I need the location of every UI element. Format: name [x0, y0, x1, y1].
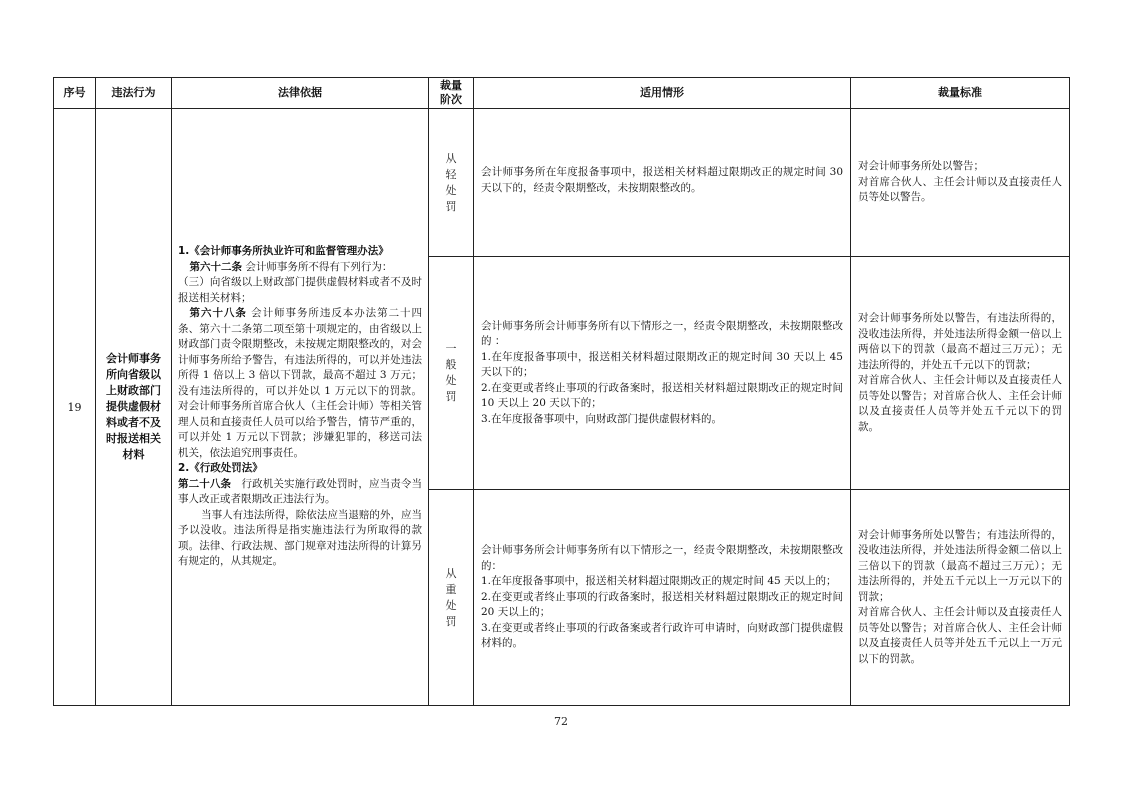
header-legal-basis: 法律依据	[172, 78, 429, 109]
standard-heavy-line: 对会计师事务所处以警告；有违法所得的，没收违法所得，并处违法所得金额二倍以上三倍以下的罚款（最高不超过三万元）；无违法所得的，并处五千元以上一万元以下的罚款；	[858, 528, 1062, 603]
standard-heavy-line: 对首席合伙人、主任会计师以及直接责任人员等处以警告；对首席合伙人、主任会计师以及直接责任人员等并处五千元以上一万元以下的罚款。	[858, 606, 1062, 665]
situation-heavy-line: 3.在变更或者终止事项的行政备案或者行政许可申请时，向财政部门提供虚假材料的。	[481, 621, 843, 650]
law2-title: 2.《行政处罚法》	[178, 462, 263, 475]
situation-heavy-line: 1.在年度报备事项中，报送相关材料超过限期改正的规定时间 45 天以上的；	[481, 575, 837, 588]
header-situation: 适用情形	[474, 78, 851, 109]
situation-heavy	[474, 490, 851, 706]
table-row-level-light	[54, 109, 1070, 257]
page-number: 72	[554, 715, 568, 728]
row-seq: 19	[54, 109, 96, 706]
law2-para2: 当事人有违法所得，除依法应当退赔的外，应当予以没收。违法所得是指实施违法行为所取得的款项。法律、行政法规、部门规章对违法所得的计算另有规定的，从其规定。	[178, 508, 422, 568]
standard-light	[851, 109, 1070, 257]
situation-general	[474, 257, 851, 490]
situation-general-line: 2.在变更或者终止事项的行政备案时，报送相关材料超过限期改正的规定时间 10 天以上 20 天以下的；	[481, 381, 843, 410]
standard-light-line: 对会计师事务所处以警告；	[858, 160, 984, 172]
standard-heavy	[851, 490, 1070, 706]
law1-art2-text: 会计师事务所违反本办法第二十四条、第六十二条第二项至第十项规定的，由省级以上财政部门责令限期整改，未按规定期限整改的，对会计师事务所给予警告，有违法所得的，可以并处违法所得 1 倍以上 3 倍以下罚款，最高不超过 3 万元；没有违法所得的，可以并处以 1 万元以下的罚款。对会计师事务所首席合伙人（主任会计师）等相关管理人员和直接责任人员可以给予警告，情节严重的，可以并处 1 万元以下罚款；涉嫌犯罪的，移送司法机关，依法追究刑事责任。	[178, 307, 423, 459]
standard-general	[851, 257, 1070, 490]
standard-general-line: 对会计师事务所处以警告，有违法所得的，没收违法所得，并处违法所得金额一倍以上两倍以下的罚款（最高不超过三万元）；无违法所得的，并处五千元以下的罚款；	[858, 312, 1062, 371]
situation-general-line: 3.在年度报备事项中，向财政部门提供虚假材料的。	[481, 412, 723, 425]
header-violation: 违法行为	[96, 78, 172, 109]
law1-title: 1.《会计师事务所执业许可和监督管理办法》	[178, 245, 389, 258]
law2-art-label: 第二十八条	[178, 477, 232, 490]
violation-cell: 会计师事务所向省级以上财政部门提供虚假材料或者不及时报送相关材料	[96, 109, 172, 706]
header-standard: 裁量标准	[851, 78, 1070, 109]
situation-general-line: 1.在年度报备事项中，报送相关材料超过限期改正的规定时间 30 天以上 45 天以下的；	[481, 350, 843, 379]
situation-light	[474, 109, 851, 257]
law1-art1-label: 第六十二条	[189, 260, 243, 273]
header-seq: 序号	[54, 78, 96, 109]
level-heavy: 从重处罚	[429, 490, 474, 706]
standard-light-line: 对首席合伙人、主任会计师以及直接责任人员等处以警告。	[858, 175, 1062, 203]
situation-heavy-line: 2.在变更或者终止事项的行政备案时，报送相关材料超过限期改正的规定时间 20 天以上的；	[481, 590, 843, 619]
law1-art1-item: （三）向省级以上财政部门提供虚假材料或者不及时报送相关材料；	[178, 276, 422, 304]
penalty-discretion-table	[53, 77, 1070, 706]
situation-heavy-line: 会计师事务所会计师事务所有以下情形之一，经责令限期整改，未按期限整改的：	[481, 544, 843, 572]
header-row	[54, 78, 1070, 109]
standard-general-line: 对首席合伙人、主任会计师以及直接责任人员等处以警告；对首席合伙人、主任会计师以及直接责任人员等并处五千元以下的罚款。	[858, 374, 1062, 433]
situation-general-line: 会计师事务所会计师事务所有以下情形之一，经责令限期整改，未按期限整改的 ：	[481, 319, 843, 348]
level-light: 从轻处罚	[429, 109, 474, 257]
level-general: 一般处罚	[429, 257, 474, 490]
header-level: 裁量阶次	[429, 78, 474, 109]
law1-art2-label: 第六十八条	[189, 307, 247, 320]
law2-art-text: 行政机关实施行政处罚时，应当责令当事人改正或者限期改正违法行为。	[178, 477, 423, 506]
legal-basis-cell	[172, 109, 429, 706]
law1-art1-text: 会计师事务所不得有下列行为：	[245, 260, 393, 273]
situation-light-line: 会计师事务所在年度报备事项中，报送相关材料超过限期改正的规定时间 30 天以下的，经责令限期整改，未按期限整改的。	[481, 166, 843, 194]
